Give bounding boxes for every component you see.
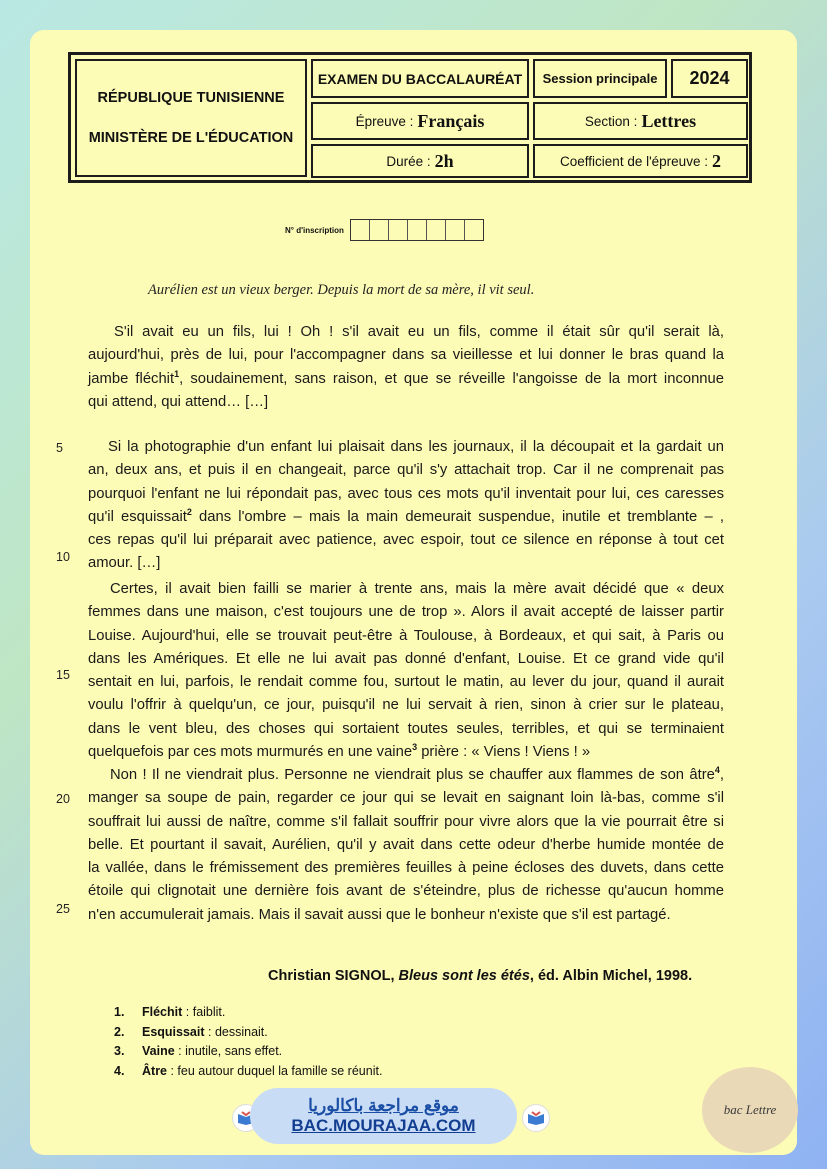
coef-label: Coefficient de l'épreuve : <box>560 153 708 169</box>
text-line: Louise. Aujourd'hui, elle se trouvait peut-être à Toulouse, à Bordeaux, et qui sait, à Paris ou <box>88 627 724 644</box>
section-box <box>533 102 748 140</box>
text-fragment: quelquefois par ces mots murmurés en une vaine <box>88 744 413 761</box>
text-line: dans le vent bleu, des choses qui sortaient toutes seules, terribles, et qui se terminaient <box>88 720 724 737</box>
text-line <box>88 368 724 391</box>
footnote-mark: 4 <box>714 765 720 776</box>
text-line: Certes, il avait bien failli se marier à trente ans, mais la mère avait décidé que « deux <box>110 581 724 597</box>
line-number: 5 <box>56 441 63 455</box>
inscription-cells[interactable] <box>350 219 484 241</box>
footnote-definition: : inutile, sans effet. <box>174 1044 283 1059</box>
inscription-label: N° d'inscription <box>285 225 344 235</box>
footnote-number: 2. <box>114 1024 125 1039</box>
text-fragment: qu'il esquissait <box>88 508 187 525</box>
exam-page <box>30 30 797 1155</box>
text-line: dans les Amériques. Et elle ne lui avait pas donné d'enfant, Louise. Et ce grand vide qu'il <box>88 650 724 667</box>
footnote-number: 1. <box>114 1004 125 1019</box>
line-number: 20 <box>56 792 70 806</box>
site-url[interactable]: BAC.MOURAJAA.COM <box>291 1116 476 1135</box>
duree-label: Durée : <box>386 153 431 169</box>
footnote-mark: 3 <box>412 742 418 753</box>
text-fragment: prière : « Viens ! Viens ! » <box>417 744 591 761</box>
footnote-number: 3. <box>114 1044 125 1059</box>
text-line: femmes dans une maison, c'est toujours une de trop ». Alors il avait accepté de laisser partir <box>88 604 724 621</box>
footnote-item <box>114 1061 382 1081</box>
text-fragment: jambe fléchit <box>88 370 175 387</box>
section-label: Section : <box>584 113 638 129</box>
coef-value: 2 <box>711 150 721 171</box>
text-line: an, deux ans, et puis il en changeait, parce qu'il s'y attachait trop. Car il ne comprenait pas <box>88 462 724 479</box>
text-line: Non ! Il ne viendrait plus. Personne ne viendrait plus se chauffer aux flammes de son âtre$^4$, <box>110 765 724 783</box>
text-line: manger sa soupe de pain, regarder ce jour qui se levait en saignant loin là-bas, comme s'il <box>88 790 724 807</box>
citation-publisher: , éd. Albin Michel, 1998. <box>529 968 693 984</box>
line-number: 10 <box>56 550 70 564</box>
site-banner[interactable] <box>250 1088 517 1144</box>
duree-value: 2h <box>434 150 454 171</box>
exam-title: EXAMEN DU BACCALAURÉAT <box>311 59 529 98</box>
citation <box>268 968 692 984</box>
text-line: aujourd'hui, près de lui, pour l'accompagner dans sa vieillesse et lui donner le bras quand la <box>88 347 724 364</box>
text-fragment: Non ! Il ne viendrait plus. Personne ne viendrait plus se chauffer aux flammes de son âtre <box>110 767 715 783</box>
epreuve-box <box>311 102 529 140</box>
footnote-term: Esquissait <box>142 1024 205 1039</box>
text-line: belle. Et pourtant il savait, Aurélien, qu'il y avait dans cette odeur d'herbe humide montée de <box>88 836 724 853</box>
footnote-item <box>114 1002 382 1022</box>
country-name: RÉPUBLIQUE TUNISIENNE <box>97 90 285 106</box>
text-line: souffrait lui aussi de naître, comme s'il fallait souffrir pour vivre alors que la vie pourrait être si <box>88 813 724 830</box>
text-line <box>88 506 724 529</box>
text-line: Si la photographie d'un enfant lui plaisait dans les journaux, il la découpait et la gardait un <box>108 439 724 455</box>
text-fragment: dans l'ombre – mais la main demeurait suspendue, inutile et tremblante – , <box>191 508 724 525</box>
footnote-term: Âtre <box>142 1063 168 1078</box>
footnote-item <box>114 1041 382 1061</box>
institution-box <box>75 59 307 177</box>
text-line: la vallée, dans le frémissement des premières feuilles à peine écloses des duvets, dans cette <box>88 860 724 877</box>
text-line: voulu l'offrir à quelqu'un, ce jour, puisqu'il ne lui servait à rien, sinon à crier sur le plateau, <box>88 697 724 714</box>
text-line: n'en accumulerait jamais. Mais il savait aussi que le bonheur n'existe que s'il est partagé. <box>88 906 671 923</box>
paragraph-2 <box>88 436 724 576</box>
footnote-term: Vaine <box>142 1044 175 1059</box>
paragraph-4 <box>88 764 724 927</box>
footnote-definition: : feu autour duquel la famille se réunit. <box>167 1063 383 1078</box>
session-label: Session principale <box>533 59 667 98</box>
ministry-name: MINISTÈRE DE L'ÉDUCATION <box>88 130 294 146</box>
text-fragment: , soudainement, sans raison, et que se réveille l'angoisse de la mort inconnue <box>179 370 724 387</box>
footnote-definition: : faiblit. <box>182 1004 226 1019</box>
text-line: ces repas qu'il lui préparait avec patience, avec espoir, tout ce silence en réponse à tout cet <box>88 532 724 549</box>
footnote-mark: 1 <box>174 368 180 379</box>
text-line <box>88 741 724 764</box>
footnote-item <box>114 1022 382 1042</box>
epreuve-label: Épreuve : <box>355 113 414 129</box>
text-line: étoile qui clignotait une dernière fois avant de s'éteindre, plus de richesse qu'aucun homme <box>88 883 724 900</box>
coef-box <box>533 144 748 178</box>
text-line: S'il avait eu un fils, lui ! Oh ! s'il avait eu un fils, comme il était sûr qu'il serait là, <box>114 324 724 340</box>
paragraph-3 <box>88 578 724 764</box>
inscription-field <box>285 219 484 241</box>
footnote-term: Fléchit <box>142 1004 183 1019</box>
exam-header <box>68 52 752 183</box>
footnotes <box>114 1002 382 1081</box>
intro-text: Aurélien est un vieux berger. Depuis la mort de sa mère, il vit seul. <box>148 282 535 298</box>
site-arabic-name[interactable]: موقع مراجعة باكالوريا <box>308 1096 459 1115</box>
citation-title: Bleus sont les étés <box>398 968 530 984</box>
section-value: Lettres <box>641 110 697 131</box>
footnote-number: 4. <box>114 1063 125 1078</box>
footnote-mark: 2 <box>186 506 192 517</box>
duree-box <box>311 144 529 178</box>
text-line: pourquoi l'enfant ne lui répondait pas, avec tous ces mots qu'il inventait pour lui, ces caresses <box>88 485 724 502</box>
epreuve-value: Français <box>417 110 485 131</box>
paragraph-1 <box>88 321 724 414</box>
text-line: amour. […] <box>88 555 161 572</box>
text-line: qui attend, qui attend… […] <box>88 393 269 410</box>
citation-author: Christian SIGNOL, <box>268 968 395 984</box>
site-logo-icon <box>522 1104 550 1132</box>
line-number: 15 <box>56 668 70 682</box>
bac-lettre-logo: bac Lettre <box>702 1067 798 1153</box>
footnote-definition: : dessinait. <box>204 1024 268 1039</box>
exam-year: 2024 <box>671 59 748 98</box>
text-line: sentait en lui, parfois, le rendait comme fou, surtout le matin, au lever du jour, quand il aurait <box>88 674 724 691</box>
line-number: 25 <box>56 902 70 916</box>
